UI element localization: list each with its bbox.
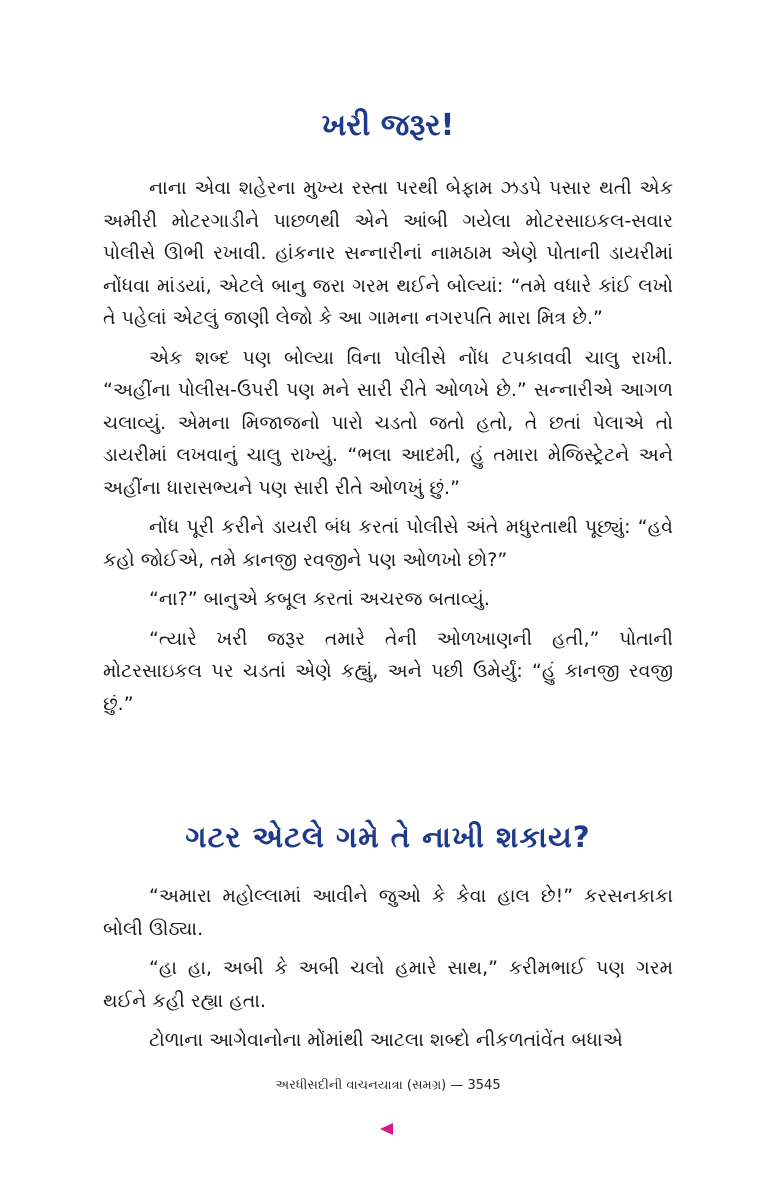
section-title-khari-jarur: ખરી જરૂર! <box>321 108 455 143</box>
paragraph: “ત્યારે ખરી જરૂર તમારે તેની ઓળખાણની હતી,” પોતાની મોટરસાઇકલ પર ચડતાં એણે કહ્યું, અને પછી ઉમેર્યું: “હું કાનજી રવજી છું.” <box>103 627 673 715</box>
paragraph: ટોળાના આગેવાનોના મોંમાંથી આટલા શબ્દો નીકળતાંવેંત બધાએ <box>149 1029 623 1051</box>
section-body-gatar <box>103 880 673 1064</box>
paragraph: “હા હા, અબી કે અબી ચલો હમારે સાથ,” કરીમભાઈ પણ ગરમ થઈને કહી રહ્યા હતા. <box>103 957 673 1012</box>
paragraph: “ના?” બાનુએ કબૂલ કરતાં અચરજ બતાવ્યું. <box>149 588 490 610</box>
previous-page-icon[interactable] <box>380 1123 393 1135</box>
section-body-khari-jarur <box>103 172 673 727</box>
paragraph: નોંધ પૂરી કરીને ડાયરી બંધ કરતાં પોલીસે અંતે મધુરતાથી પૂછ્યું: “હવે કહો જોઈએ, તમે કાનજી રવજીને પણ ઓળખો છો?” <box>103 516 673 571</box>
page-footer: અરધીસદીની વાચનયાત્રા (સમગ્ર) — 3545 <box>275 1078 501 1093</box>
paragraph: એક શબ્દ પણ બોલ્યા વિના પોલીસે નોંધ ટપકાવવી ચાલુ રાખી. “અહીંના પોલીસ-ઉપરી પણ મને સારી રીતે ઓળખે છે.” સન્નારીએ આગળ ચલાવ્યું. એમના મિજાજનો પારો ચડતો જતો હતો, તે છતાં પેલાએ તો ડાયરીમાં લખવાનું ચાલુ રાખ્યું. “ભલા આદમી, હું તમારા મેજિસ્ટ્રેટને અને અહીંના ધારાસભ્યને પણ સારી રીતે ઓળખું છું.” <box>103 346 673 499</box>
paragraph: નાના એવા શહેરના મુખ્ય રસ્તા પરથી બેફામ ઝડપે પસાર થતી એક અમીરી મોટરગાડીને પાછળથી એને આંબી ગયેલા મોટરસાઇકલ-સવાર પોલીસે ઊભી રખાવી. હાંકનાર સન્નારીનાં નામઠામ એણે પોતાની ડાયરીમાં નોંધવા માંડયાં, એટલે બાનુ જરા ગરમ થઈને બોલ્યાં: “તમે વધારે કાંઈ લખો તે પહેલાં એટલું જાણી લેજો કે આ ગામના નગરપતિ મારા મિત્ર છે.” <box>103 177 673 329</box>
section-title-gatar: ગટર એટલે ગમે તે નાખી શકાય? <box>185 820 591 854</box>
paragraph: “અમારા મહોલ્લામાં આવીને જુઓ કે કેવા હાલ છે!” કરસનકાકા બોલી ઊઠ્યા. <box>103 885 673 940</box>
